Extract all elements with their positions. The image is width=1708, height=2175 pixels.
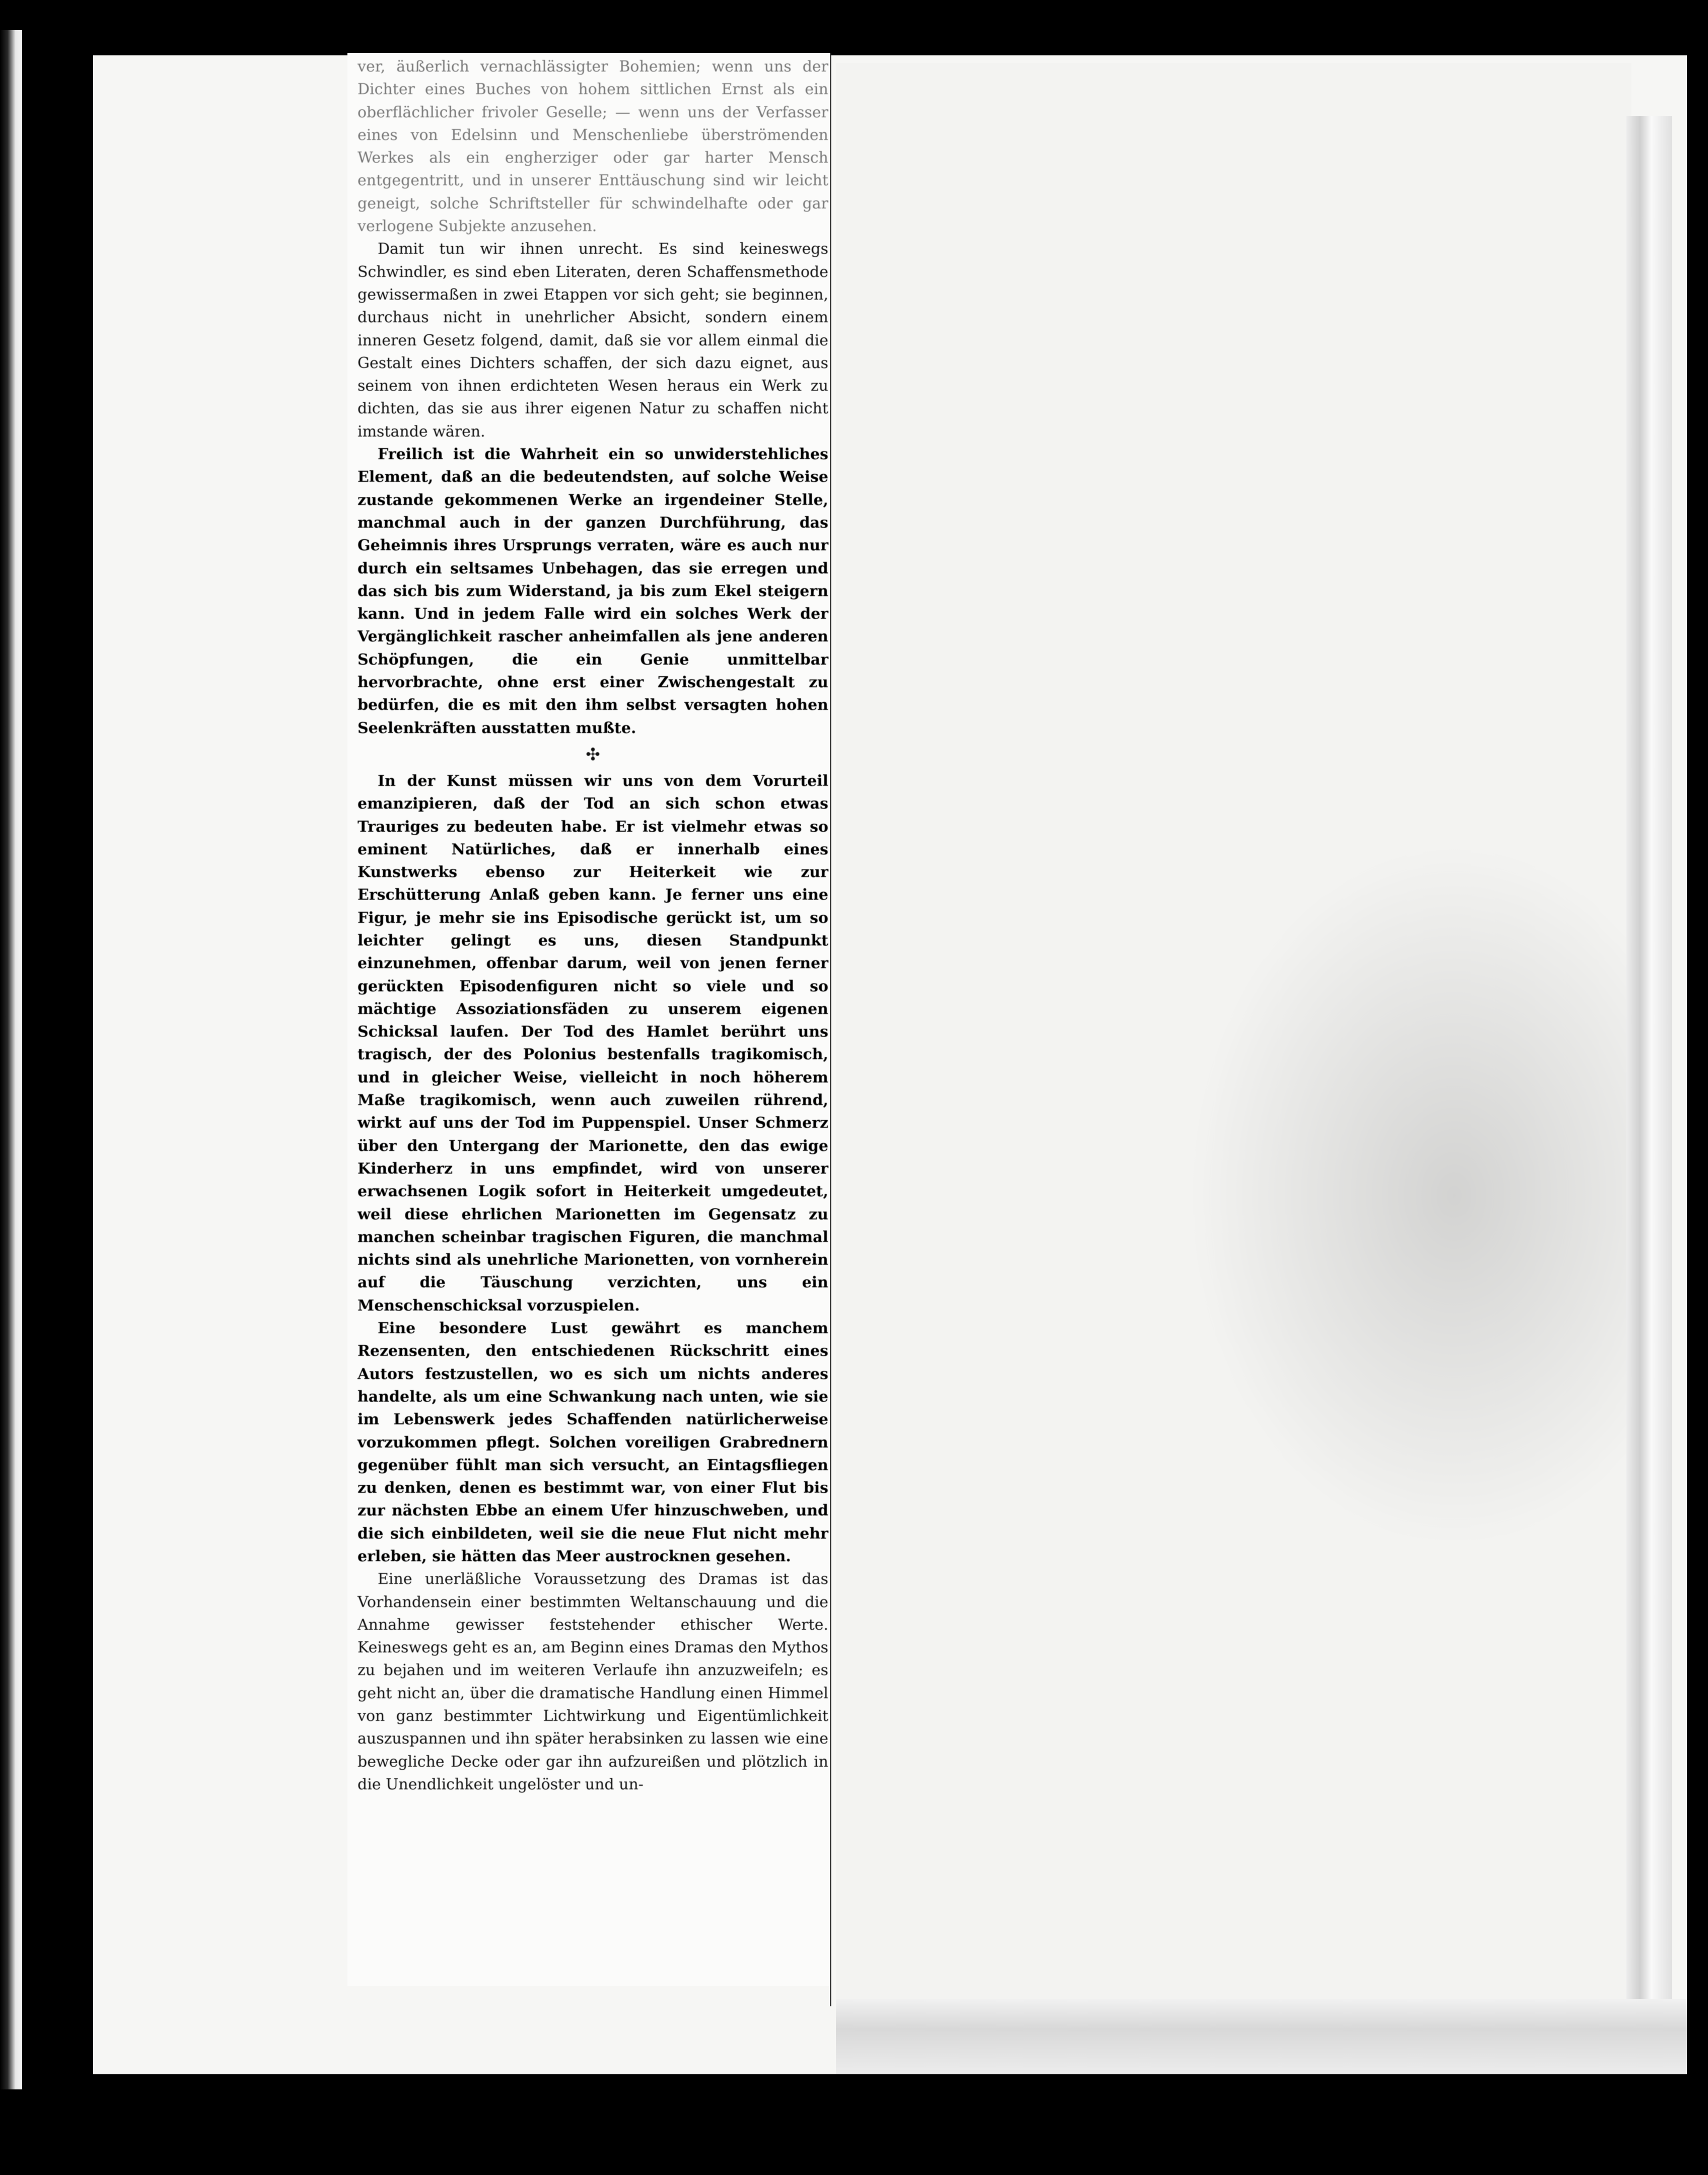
sheet-right-edge bbox=[1626, 116, 1672, 2029]
sheet-bottom-edge bbox=[836, 1999, 1687, 2074]
adjacent-page-edge bbox=[0, 30, 22, 2105]
scan-bottom-border bbox=[0, 2089, 1708, 2175]
paragraph-1: ver, äußerlich vernachlässigter Bohemien; wenn uns der Dichter eines Buches von hohem sittlichen Ernst als ein oberflächlicher frivoler Geselle; — wenn uns der Verfasser eines von Edelsinn und Menschenliebe überströmenden Werkes als ein engherziger oder gar harter Mensch entgegentritt, und in unserer Enttäuschung sind wir leicht geneigt, solche Schriftsteller für schwindelhafte oder gar verlogene Subjekte anzusehen. bbox=[358, 58, 828, 236]
paragraph-6: Eine unerläßliche Voraussetzung des Dramas ist das Vorhandensein einer bestimmten Weltanschauung und die Annahme gewisser feststehender ethischer Werte. Keineswegs geht es an, am Beginn eines Dramas den Mythos zu bejahen und im weiteren Verlaufe ihn anzuzweifeln; es geht nicht an, über die dramatische Handlung einen Himmel von ganz bestimmter Lichtwirkung und Eigentümlichkeit auszuspannen und ihn später herabsinken zu lassen wie eine bewegliche Decke oder gar ihn aufzureißen und plötzlich in die Unendlichkeit ungelöster und un- bbox=[358, 1570, 828, 1793]
paragraph-4: In der Kunst müssen wir uns von dem Vorurteil emanzipieren, daß der Tod an sich schon etwas Trauriges zu bedeuten habe. Er ist vielmehr etwas so eminent Natürliches, daß er innerhalb eines Kunstwerks ebenso zur Heiterkeit wie zur Erschütterung Anlaß geben kann. Je ferner uns eine Figur, je mehr sie ins Episodische gerückt ist, um so leichter gelingt es uns, diesen Standpunkt einzunehmen, offenbar darum, weil von jenen ferner gerückten Episodenfiguren nicht so viele und so mächtige Assoziationsfäden zu unserem eigenen Schicksal laufen. Der Tod des Hamlet berührt uns tragisch, der des Polonius bestenfalls tragikomisch, und in gleicher Weise, vielleicht in noch höherem Maße tragikomisch, wenn auch zuweilen rührend, wirkt auf uns der Tod im Puppenspiel. Unser Schmerz über den Untergang der Marionette, den das ewige Kinderherz in uns empfindet, wird von unserer erwachsenen Logik sofort in Heiterkeit umgedeutet, weil diese ehrlichen Marionetten im Gegensatz zu manchen scheinbar tragischen Figuren, die manchmal nichts sind als unehrliche Marionetten, von vornherein auf die Täuschung verzichten, uns ein Menschenschicksal vorzuspielen. bbox=[358, 772, 828, 1315]
paragraph-2: Damit tun wir ihnen unrecht. Es sind keineswegs Schwindler, es sind eben Literaten, deren Schaffensmethode gewissermaßen in zwei Etappen vor sich geht; sie beginnen, durchaus nicht in unehrlicher Absicht, sondern einem inneren Gesetz folgend, damit, daß sie vor allem einmal die Gestalt eines Dichters schaffen, der sich dazu eignet, aus seinem von ihnen erdichteten Wesen heraus ein Werk zu dichten, das sie aus ihrer eigenen Natur zu schaffen nicht imstande wären. bbox=[358, 240, 828, 441]
article-column bbox=[358, 55, 828, 1796]
paragraph-3: Freilich ist die Wahrheit ein so unwiderstehliches Element, daß an die bedeutendsten, auf solche Weise zustande gekommenen Werke an irgendeiner Stelle, manchmal auch in der ganzen Durchführung, das Geheimnis ihres Ursprungs verraten, wäre es auch nur durch ein seltsames Unbehagen, das sie erregen und das sich bis zum Widerstand, ja bis zum Ekel steigern kann. Und in jedem Falle wird ein solches Werk der Vergänglichkeit rascher anheimfallen als jene anderen Schöpfungen, die ein Genie unmittelbar hervorbrachte, ohne erst einer Zwischengestalt zu bedürfen, die es mit den ihm selbst versagten hohen Seelenkräften ausstatten mußte. bbox=[358, 446, 828, 737]
column-rule bbox=[830, 53, 831, 2006]
section-separator: ✣ bbox=[586, 744, 600, 765]
paragraph-5: Eine besondere Lust gewährt es manchem Rezensenten, den entschiedenen Rückschritt eines Autors festzustellen, wo es sich um nichts anderes handelte, als um eine Schwankung nach unten, wie sie im Lebenswerk jedes Schaffenden natürlicherweise vorzukommen pflegt. Solchen voreiligen Grabrednern gegenüber fühlt man sich versucht, an Eintagsfliegen zu denken, denen es bestimmt war, von einer Flut bis zur nächsten Ebbe an einem Ufer hinzuschweben, und die sich einbildeten, weil sie die neue Flut nicht mehr erleben, sie hätten das Meer austrocknen gesehen. bbox=[358, 1320, 828, 1565]
blank-right-page bbox=[836, 63, 1631, 2006]
